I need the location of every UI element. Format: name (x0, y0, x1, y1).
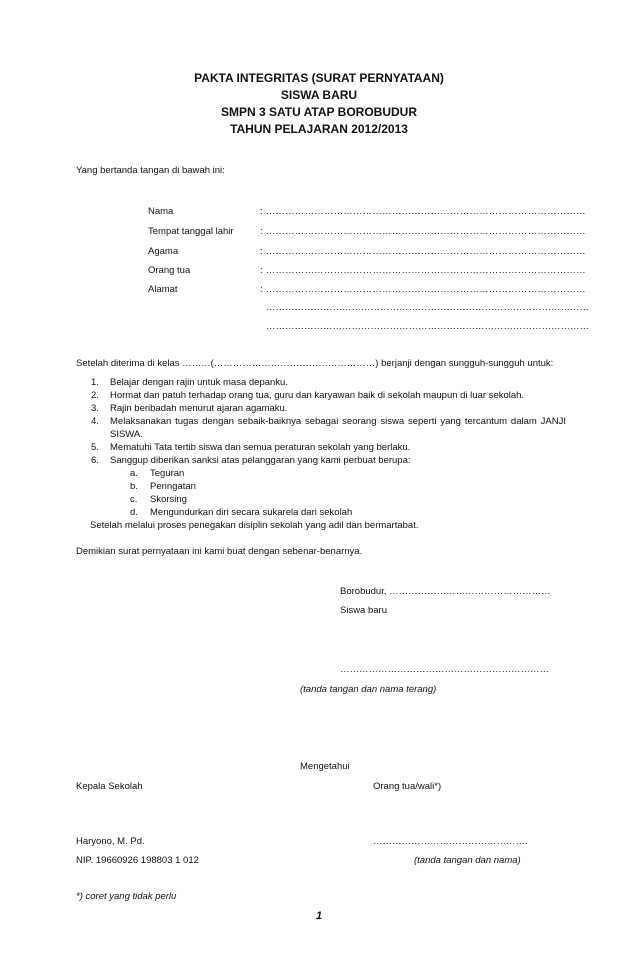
commitment-list (76, 376, 566, 532)
title-line-1: PAKTA INTEGRITAS (SURAT PERNYATAAN) (194, 71, 444, 85)
list-item: 2. Hormat dan patuh terhadap orang tua, guru dan karyawan baik di sekolah maupun di luar sekolah. (91, 390, 525, 401)
place-date[interactable]: Borobudur, …………………………………………… (340, 586, 551, 597)
address-line-3[interactable]: ………………………………………………………………………………………… (266, 321, 589, 332)
title-line-4: TAHUN PELAJARAN 2012/2013 (230, 122, 408, 136)
sanction-item: c. Skorsing (130, 494, 187, 505)
sanction-item: b. Peringatan (130, 481, 196, 492)
acknowledged-label: Mengetahui (300, 761, 350, 772)
list-item: 4. Melaksanakan tugas dengan sebaik-baiknya sebagai seorang siswa seperti yang tercantum dalam JANJI SISWA. (91, 416, 566, 440)
sanction-list (130, 467, 566, 519)
field-value-orang-tua[interactable]: : ……………………………………………………………………………………… (260, 265, 586, 276)
list-item: 6. Sanggup diberikan sanksi atas pelanggaran yang kami perbuat berupa: a. Teguran b. Peringatan c. Skorsing d. Mengundurkan diri secara sukarela dari sekolah (76, 454, 566, 519)
page-number: 1 (315, 910, 323, 922)
intro-text: Yang bertanda tangan di bawah ini: (76, 165, 225, 176)
declaration-text: Demikian surat pernyataan ini kami buat dengan sebenar-benarnya. (76, 546, 363, 557)
field-label-ttl: Tempat tanggal lahir (148, 226, 234, 237)
title-line-3: SMPN 3 SATU ATAP BOROBUDUR (220, 105, 417, 119)
student-label: Siswa baru (340, 605, 387, 616)
principal-name: Haryono, M. Pd. (76, 836, 145, 847)
closing-note-row (76, 519, 566, 532)
field-value-alamat[interactable]: : ……………………………………………………………………………………… (260, 284, 586, 295)
statement-text: Setelah diterima di kelas ………(……………………………………………) berjanji dengan sungguh-sungguh untuk: (76, 358, 554, 369)
list-item: 5. Mematuhi Tata tertib siswa dan semua peraturan sekolah yang berlaku. (91, 442, 411, 453)
sanction-item: d. Mengundurkan diri secara sukarela dari sekolah (130, 507, 353, 518)
principal-nip: NIP. 19660926 198803 1 012 (76, 855, 199, 866)
student-signature-note: (tanda tangan dan nama terang) (300, 684, 437, 695)
address-line-2[interactable]: ………………………………………………………………………………………… (266, 302, 589, 313)
parent-signature-line[interactable]: …………………………………………. (373, 836, 528, 847)
closing-note: Setelah melalui proses penegakan disiplin sekolah yang adil dan bermartabat. (90, 520, 419, 531)
field-value-ttl[interactable]: : ……………………………………………………………………………………… (260, 226, 586, 237)
footnote: *) coret yang tidak perlu (76, 891, 177, 902)
field-label-agama: Agama (148, 246, 179, 257)
field-label-orang-tua: Orang tua (148, 265, 191, 276)
document-title (0, 70, 638, 138)
field-label-nama: Nama (148, 206, 174, 217)
field-value-agama[interactable]: : ……………………………………………………………………………………… (260, 246, 586, 257)
principal-label: Kepala Sekolah (76, 781, 143, 792)
parent-label: Orang tua/wali*) (373, 781, 442, 792)
parent-signature-note: (tanda tangan dan nama) (414, 855, 521, 866)
list-item: 1. Belajar dengan rajin untuk masa depanku. (91, 377, 288, 388)
field-value-nama[interactable]: : ……………………………………………………………………………………… (260, 206, 586, 217)
field-label-alamat: Alamat (148, 284, 178, 295)
sanction-item: a. Teguran (130, 468, 185, 479)
list-item: 3. Rajin beribadah menurut ajaran agamaku. (91, 403, 288, 414)
title-line-2: SISWA BARU (280, 88, 358, 102)
student-signature-line[interactable]: ………………………………………………………… (340, 664, 549, 675)
